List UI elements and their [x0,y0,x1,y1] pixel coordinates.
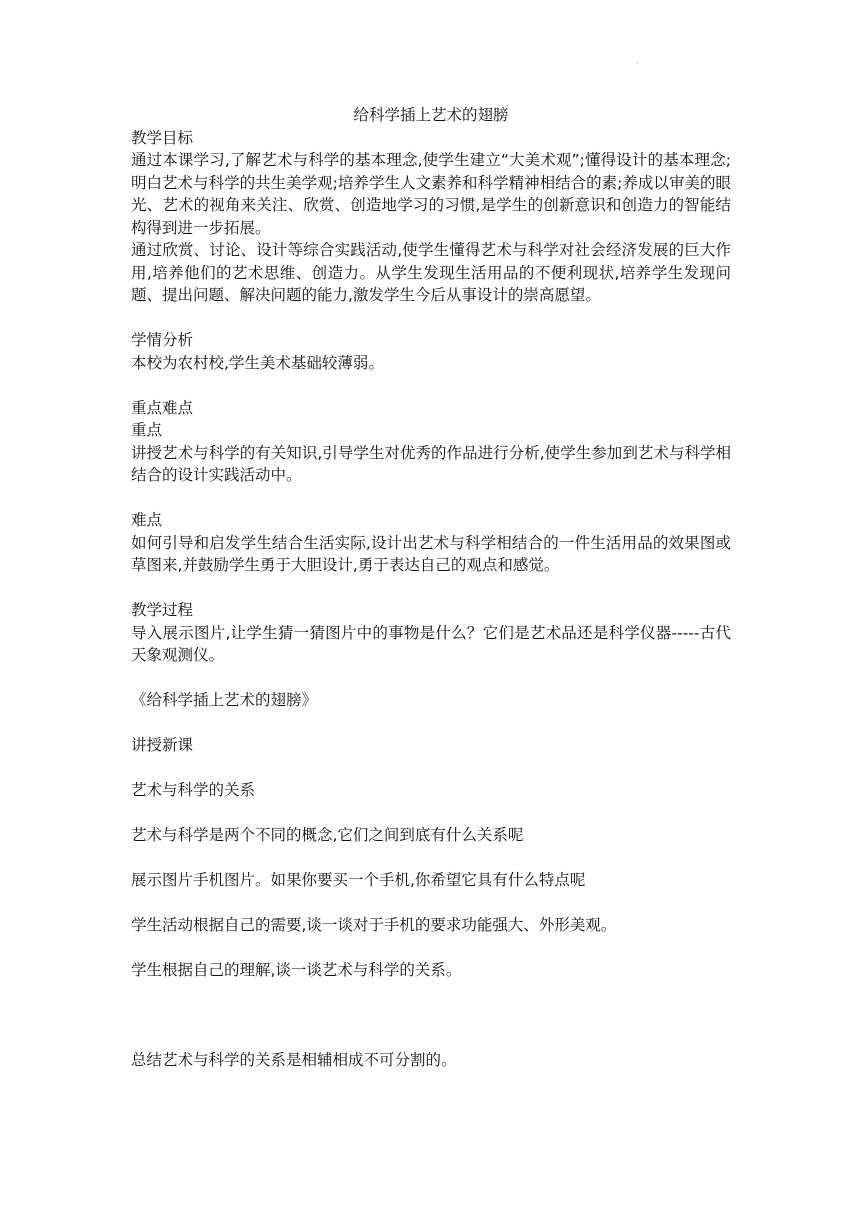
document-title: 给科学插上艺术的翅膀 [353,106,509,124]
relation-paragraph-3: 学生活动根据自己的需要,谈一谈对于手机的要求功能强大、外形美观。 [131,916,617,934]
relation-heading: 艺术与科学的关系 [131,781,256,799]
keypoints-heading: 重点难点 [131,398,194,417]
focus-paragraph: 讲授艺术与科学的有关知识,引导学生对优秀的作品进行分析,使学生参加到艺术与科学相结合的设计实践活动中。 [131,443,731,484]
focus-heading: 重点 [131,421,163,439]
difficulty-paragraph: 如何引导和启发学生结合生活实际,设计出艺术与科学相结合的一件生活用品的效果图或草图来,并鼓励学生勇于大胆设计,勇于表达自己的观点和感觉。 [131,533,731,574]
relation-paragraph-4: 学生根据自己的理解,谈一谈艺术与科学的关系。 [131,961,462,979]
goals-paragraph-1: 通过本课学习,了解艺术与科学的基本理念,使学生建立“大美术观”;懂得设计的基本理念;明白艺术与科学的共生美学观;培养学生人文素养和科学精神相结合的素;养成以审美的眼光、艺术的视角来关注、欣赏、创造地学习的习惯,是学生的创新意识和创造力的智能结构得到进一步拓展。 [131,151,731,237]
goals-heading: 教学目标 [131,128,194,147]
relation-paragraph-1: 艺术与科学是两个不同的概念,它们之间到底有什么关系呢 [131,826,524,844]
process-heading: 教学过程 [131,601,194,619]
document-body [131,104,731,1072]
corner-mark: . [636,56,639,65]
book-title: 《给科学插上艺术的翅膀》 [131,691,318,709]
relation-paragraph-2: 展示图片手机图片。如果你要买一个手机,你希望它具有什么特点呢 [131,871,586,889]
summary-paragraph: 总结艺术与科学的关系是相辅相成不可分割的。 [131,1051,457,1069]
analysis-paragraph: 本校为农村校,学生美术基础较薄弱。 [131,353,384,372]
process-paragraph: 导入展示图片,让学生猜一猜图片中的事物是什么？它们是艺术品还是科学仪器-----古代天象观测仪。 [131,623,731,664]
goals-paragraph-2: 通过欣赏、讨论、设计等综合实践活动,使学生懂得艺术与科学对社会经济发展的巨大作用,培养他们的艺术思维、创造力。从学生发现生活用品的不便利现状,培养学生发现问题、提出问题、解决问题的能力,激发学生今后从事设计的崇高愿望。 [131,241,731,304]
difficulty-heading: 难点 [131,511,163,529]
new-lesson-heading: 讲授新课 [131,736,194,754]
analysis-heading: 学情分析 [131,331,194,349]
